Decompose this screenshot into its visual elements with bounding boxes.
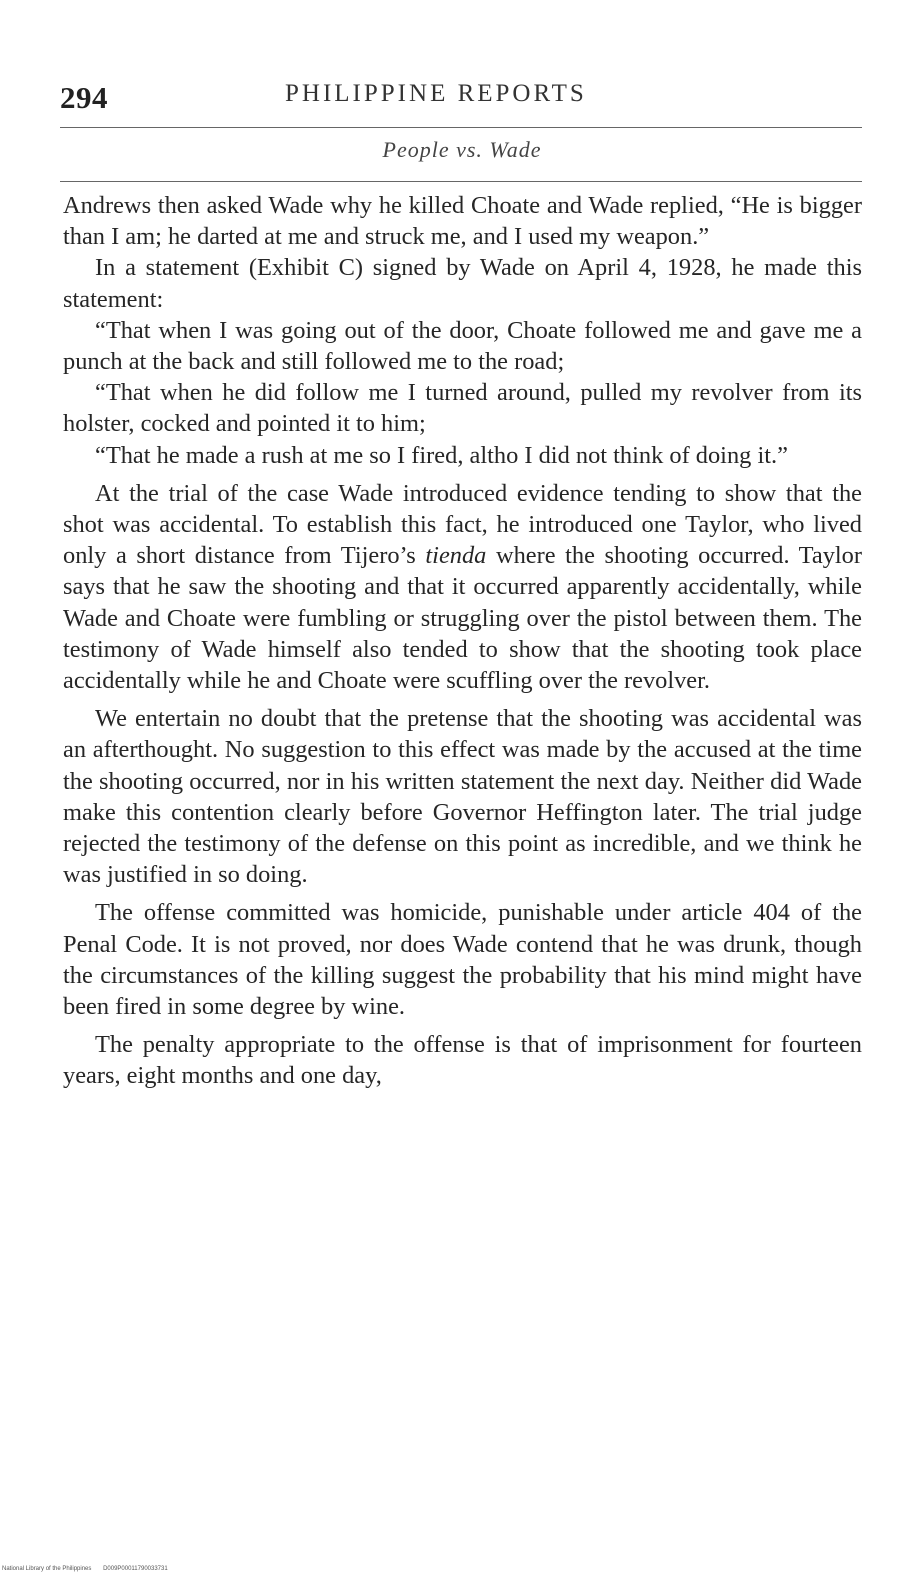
paragraph-6: [63, 478, 862, 696]
case-title: People vs. Wade: [382, 137, 542, 162]
footer-code: D009P00011790033731: [103, 1566, 168, 1572]
paragraph-2: In a statement (Exhibit C) signed by Wade on April 4, 1928, he made this statement:: [63, 254, 862, 313]
footer-library: National Library of the Philippines: [2, 1566, 92, 1572]
paragraph-6-before: At the trial of the case Wade introduced evidence tending to show that the shot was accidental. To establish this fact, he introduced one Taylor, who lived only a short distance from Tijero’s: [63, 479, 862, 570]
paragraph-3: “That when I was going out of the door, Choate followed me and gave me a punch at the back and still followed me to the road;: [63, 316, 862, 376]
scan-footer: [2, 1566, 168, 1572]
page-number: 294: [60, 80, 108, 115]
body-text: [63, 190, 862, 1092]
header-rule-bottom: [60, 181, 862, 182]
paragraph-1: Andrews then asked Wade why he killed Choate and Wade replied, “He is bigger than I am; he darted at me and struck me, and I used my weapon.”: [63, 192, 862, 251]
paragraph-7: We entertain no doubt that the pretense that the shooting was accidental was an afterthought. No suggestion to this effect was made by the accused at the time the shooting occurred, nor in his written statement the next day. Neither did Wade make this contention clearly before Governor Heffington later. The trial judge rejected the testimony of the defense on this point as incredible, and we think he was justified in so doing.: [63, 705, 862, 889]
paragraph-6-after: where the shooting occurred. Taylor says that he saw the shooting and that it occurred apparently accidentally, while Wade and Choate were fumbling or struggling over the pistol between them. The testimony of Wade himself also tended to show that the shooting took place accidentally while he and Choate were scuffling over the revolver.: [63, 542, 862, 695]
paragraph-4: “That when he did follow me I turned around, pulled my revolver from its holster, cocked and pointed it to him;: [63, 379, 862, 438]
running-head: PHILIPPINE REPORTS: [285, 80, 587, 107]
paragraph-5: “That he made a rush at me so I fired, altho I did not think of doing it.”: [95, 441, 788, 469]
paragraph-9: The penalty appropriate to the offense is that of imprisonment for fourteen years, eight months and one day,: [63, 1031, 862, 1090]
header-rule-top: [60, 127, 862, 128]
paragraph-6-italic-word: tienda: [425, 542, 487, 570]
paragraph-8: The offense committed was homicide, punishable under article 404 of the Penal Code. It is not proved, nor does Wade contend that he was drunk, though the circumstances of the killing suggest the probability that his mind might have been fired in some degree by wine.: [63, 899, 862, 1021]
